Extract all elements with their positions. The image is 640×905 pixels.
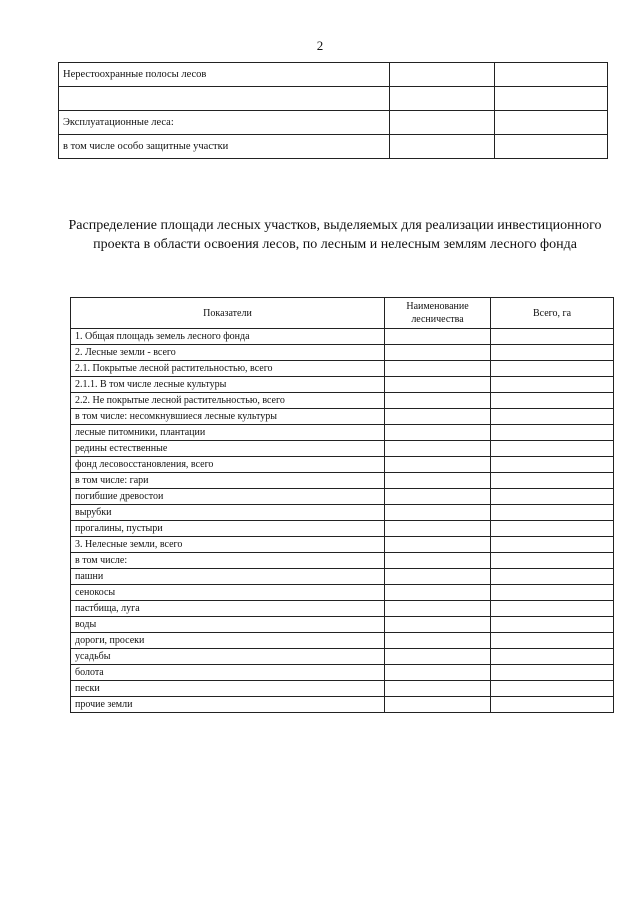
total-ha-cell[interactable] [491, 553, 614, 569]
forestry-cell[interactable] [385, 585, 491, 601]
total-ha-cell[interactable] [491, 521, 614, 537]
main-table [70, 297, 614, 713]
total-ha-cell[interactable] [491, 505, 614, 521]
table-row [71, 505, 614, 521]
empty-cell[interactable] [390, 135, 495, 159]
header-indicators: Показатели [71, 298, 385, 329]
table-row [71, 441, 614, 457]
total-ha-cell[interactable] [491, 393, 614, 409]
total-ha-cell[interactable] [491, 649, 614, 665]
empty-cell[interactable] [495, 135, 608, 159]
table-row [59, 87, 608, 111]
empty-cell[interactable] [390, 111, 495, 135]
header-row [71, 298, 614, 329]
table-row [71, 585, 614, 601]
total-ha-cell[interactable] [491, 569, 614, 585]
table-row [71, 681, 614, 697]
page-number: 2 [316, 38, 324, 53]
row-label: 3. Нелесные земли, всего [71, 537, 385, 553]
row-label: Эксплуатационные леса: [59, 111, 390, 135]
table-row [71, 553, 614, 569]
total-ha-cell[interactable] [491, 361, 614, 377]
total-ha-cell[interactable] [491, 425, 614, 441]
table-row [71, 345, 614, 361]
table-row [71, 425, 614, 441]
section-title: Распределение площади лесных участков, выделяемых для реализации инвестиционного проекта в области освоения лесов, по лесным и нелесным землям лесного фонда [68, 218, 602, 252]
total-ha-cell[interactable] [491, 537, 614, 553]
table-row [71, 361, 614, 377]
forestry-cell[interactable] [385, 409, 491, 425]
total-ha-cell[interactable] [491, 345, 614, 361]
forestry-cell[interactable] [385, 505, 491, 521]
forestry-cell[interactable] [385, 345, 491, 361]
forestry-cell[interactable] [385, 681, 491, 697]
forestry-cell[interactable] [385, 377, 491, 393]
empty-cell[interactable] [495, 87, 608, 111]
empty-cell[interactable] [390, 87, 495, 111]
row-label: в том числе: несомкнувшиеся лесные культуры [71, 409, 385, 425]
forestry-cell[interactable] [385, 489, 491, 505]
forestry-cell[interactable] [385, 329, 491, 345]
total-ha-cell[interactable] [491, 329, 614, 345]
table-row [71, 409, 614, 425]
table-row [71, 521, 614, 537]
table-row [71, 649, 614, 665]
row-label: редины естественные [71, 441, 385, 457]
table-row [71, 393, 614, 409]
total-ha-cell[interactable] [491, 601, 614, 617]
forestry-cell[interactable] [385, 697, 491, 713]
row-label: усадьбы [71, 649, 385, 665]
row-label: 2.1.1. В том числе лесные культуры [71, 377, 385, 393]
row-label: в том числе: гари [71, 473, 385, 489]
forestry-cell[interactable] [385, 521, 491, 537]
forestry-cell[interactable] [385, 537, 491, 553]
table-row [59, 63, 608, 87]
table-row [71, 489, 614, 505]
row-label: фонд лесовосстановления, всего [71, 457, 385, 473]
forestry-cell[interactable] [385, 425, 491, 441]
row-label: вырубки [71, 505, 385, 521]
table-row [71, 665, 614, 681]
row-label [59, 87, 390, 111]
forestry-cell[interactable] [385, 633, 491, 649]
row-label: погибшие древостои [71, 489, 385, 505]
top-table [58, 62, 608, 159]
row-label: прочие земли [71, 697, 385, 713]
forestry-cell[interactable] [385, 393, 491, 409]
forestry-cell[interactable] [385, 553, 491, 569]
row-label: дороги, просеки [71, 633, 385, 649]
row-label: сенокосы [71, 585, 385, 601]
forestry-cell[interactable] [385, 601, 491, 617]
total-ha-cell[interactable] [491, 665, 614, 681]
header-total-ha: Всего, га [491, 298, 614, 329]
row-label: пашни [71, 569, 385, 585]
table-row [59, 111, 608, 135]
forestry-cell[interactable] [385, 617, 491, 633]
empty-cell[interactable] [495, 111, 608, 135]
table-row [71, 329, 614, 345]
forestry-cell[interactable] [385, 473, 491, 489]
empty-cell[interactable] [495, 63, 608, 87]
row-label: болота [71, 665, 385, 681]
row-label: пески [71, 681, 385, 697]
table-row [71, 633, 614, 649]
table-row [71, 537, 614, 553]
row-label: 1. Общая площадь земель лесного фонда [71, 329, 385, 345]
row-label: 2.1. Покрытые лесной растительностью, всего [71, 361, 385, 377]
total-ha-cell[interactable] [491, 473, 614, 489]
forestry-cell[interactable] [385, 665, 491, 681]
forestry-cell[interactable] [385, 649, 491, 665]
total-ha-cell[interactable] [491, 697, 614, 713]
forestry-cell[interactable] [385, 569, 491, 585]
forestry-cell[interactable] [385, 361, 491, 377]
row-label: прогалины, пустыри [71, 521, 385, 537]
row-label: пастбища, луга [71, 601, 385, 617]
table-row [71, 377, 614, 393]
table-row [71, 617, 614, 633]
forestry-cell[interactable] [385, 457, 491, 473]
total-ha-cell[interactable] [491, 457, 614, 473]
table-row [71, 569, 614, 585]
total-ha-cell[interactable] [491, 409, 614, 425]
empty-cell[interactable] [390, 63, 495, 87]
total-ha-cell[interactable] [491, 681, 614, 697]
row-label: лесные питомники, плантации [71, 425, 385, 441]
row-label: Нерестоохранные полосы лесов [59, 63, 390, 87]
total-ha-cell[interactable] [491, 633, 614, 649]
total-ha-cell[interactable] [491, 489, 614, 505]
total-ha-cell[interactable] [491, 585, 614, 601]
forestry-cell[interactable] [385, 441, 491, 457]
header-forestry-name: Наименование лесничества [385, 298, 491, 329]
row-label: воды [71, 617, 385, 633]
row-label: в том числе особо защитные участки [59, 135, 390, 159]
table-row [71, 457, 614, 473]
table-row [71, 473, 614, 489]
total-ha-cell[interactable] [491, 377, 614, 393]
row-label: 2.2. Не покрытые лесной растительностью, всего [71, 393, 385, 409]
total-ha-cell[interactable] [491, 617, 614, 633]
row-label: в том числе: [71, 553, 385, 569]
table-row [71, 601, 614, 617]
total-ha-cell[interactable] [491, 441, 614, 457]
table-row [71, 697, 614, 713]
row-label: 2. Лесные земли - всего [71, 345, 385, 361]
table-row [59, 135, 608, 159]
